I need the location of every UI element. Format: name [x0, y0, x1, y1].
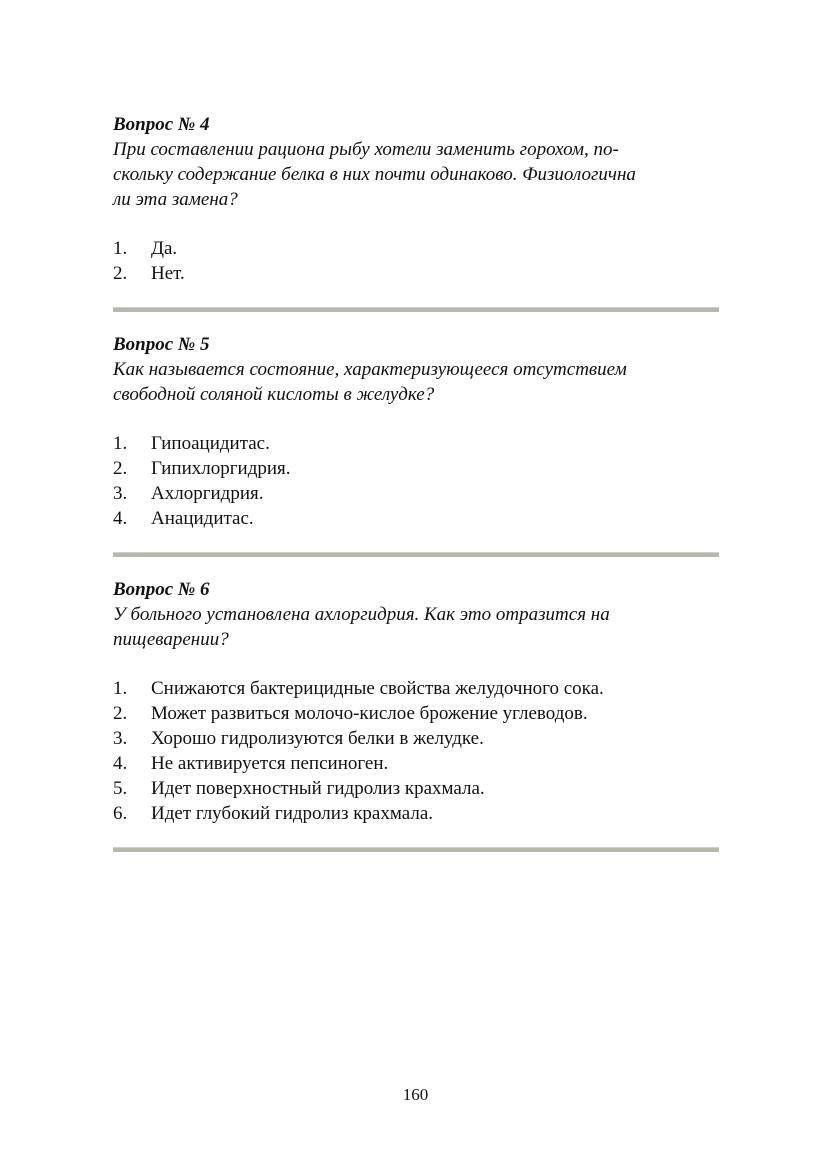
answer-text: Да. — [151, 238, 178, 259]
page-number: 160 — [402, 1085, 429, 1104]
answer-number: 1. — [113, 678, 128, 699]
answer-number: 2. — [113, 703, 128, 724]
question-title: Вопрос № 4 — [113, 114, 210, 135]
question-text-line: пищеварении? — [113, 629, 229, 650]
answer-text: Не активируется пепсиноген. — [151, 753, 389, 774]
answer-option — [113, 456, 719, 481]
answer-number: 2. — [113, 263, 128, 284]
spacer — [113, 312, 719, 333]
question-6 — [113, 578, 719, 852]
answer-number: 2. — [113, 458, 128, 479]
answer-text: Может развиться молочо-кислое брожение углеводов. — [151, 703, 588, 724]
answer-text: Идет глубокий гидролиз крахмала. — [151, 803, 434, 824]
answer-option — [113, 701, 719, 726]
question-text-line: скольку содержание белка в них почти одинаково. Физиологична — [113, 164, 636, 185]
page-content — [113, 113, 719, 852]
answer-number: 4. — [113, 508, 128, 529]
answer-option — [113, 236, 719, 261]
answer-text: Нет. — [151, 263, 185, 284]
question-4 — [113, 113, 719, 312]
answer-text: Снижаются бактерицидные свойства желудочного сока. — [151, 678, 604, 699]
answer-option — [113, 676, 719, 701]
answer-list — [113, 431, 719, 531]
answer-option — [113, 726, 719, 751]
question-text-line: При составлении рациона рыбу хотели заменить горохом, по- — [113, 139, 619, 160]
answer-number: 4. — [113, 753, 128, 774]
question-5 — [113, 333, 719, 557]
answer-option — [113, 506, 719, 531]
question-title: Вопрос № 5 — [113, 334, 210, 355]
question-text-line: свободной соляной кислоты в желудке? — [113, 384, 435, 405]
answer-option — [113, 751, 719, 776]
answer-text: Анацидитас. — [151, 508, 254, 529]
answer-option — [113, 776, 719, 801]
answer-number: 1. — [113, 238, 128, 259]
answer-option — [113, 261, 719, 286]
answer-list — [113, 236, 719, 286]
question-title: Вопрос № 6 — [113, 579, 210, 600]
answer-text: Идет поверхностный гидролиз крахмала. — [151, 778, 485, 799]
section-divider — [113, 307, 719, 312]
answer-option — [113, 801, 719, 826]
answer-number: 3. — [113, 728, 128, 749]
answer-number: 3. — [113, 483, 128, 504]
question-text-line: Как называется состояние, характеризующееся отсутствием — [113, 359, 627, 380]
section-divider — [113, 552, 719, 557]
section-divider — [113, 847, 719, 852]
answer-text: Хорошо гидролизуются белки в желудке. — [151, 728, 484, 749]
answer-text: Гипихлоргидрия. — [151, 458, 291, 479]
question-text-line: У больного установлена ахлоргидрия. Как это отразится на — [113, 604, 610, 625]
answer-option — [113, 481, 719, 506]
question-text-line: ли эта замена? — [113, 189, 238, 210]
answer-number: 1. — [113, 433, 128, 454]
answer-number: 5. — [113, 778, 128, 799]
answer-option — [113, 431, 719, 456]
answer-text: Ахлоргидрия. — [151, 483, 264, 504]
spacer — [113, 557, 719, 578]
answer-text: Гипоацидитас. — [151, 433, 270, 454]
answer-number: 6. — [113, 803, 128, 824]
answer-list — [113, 676, 719, 826]
